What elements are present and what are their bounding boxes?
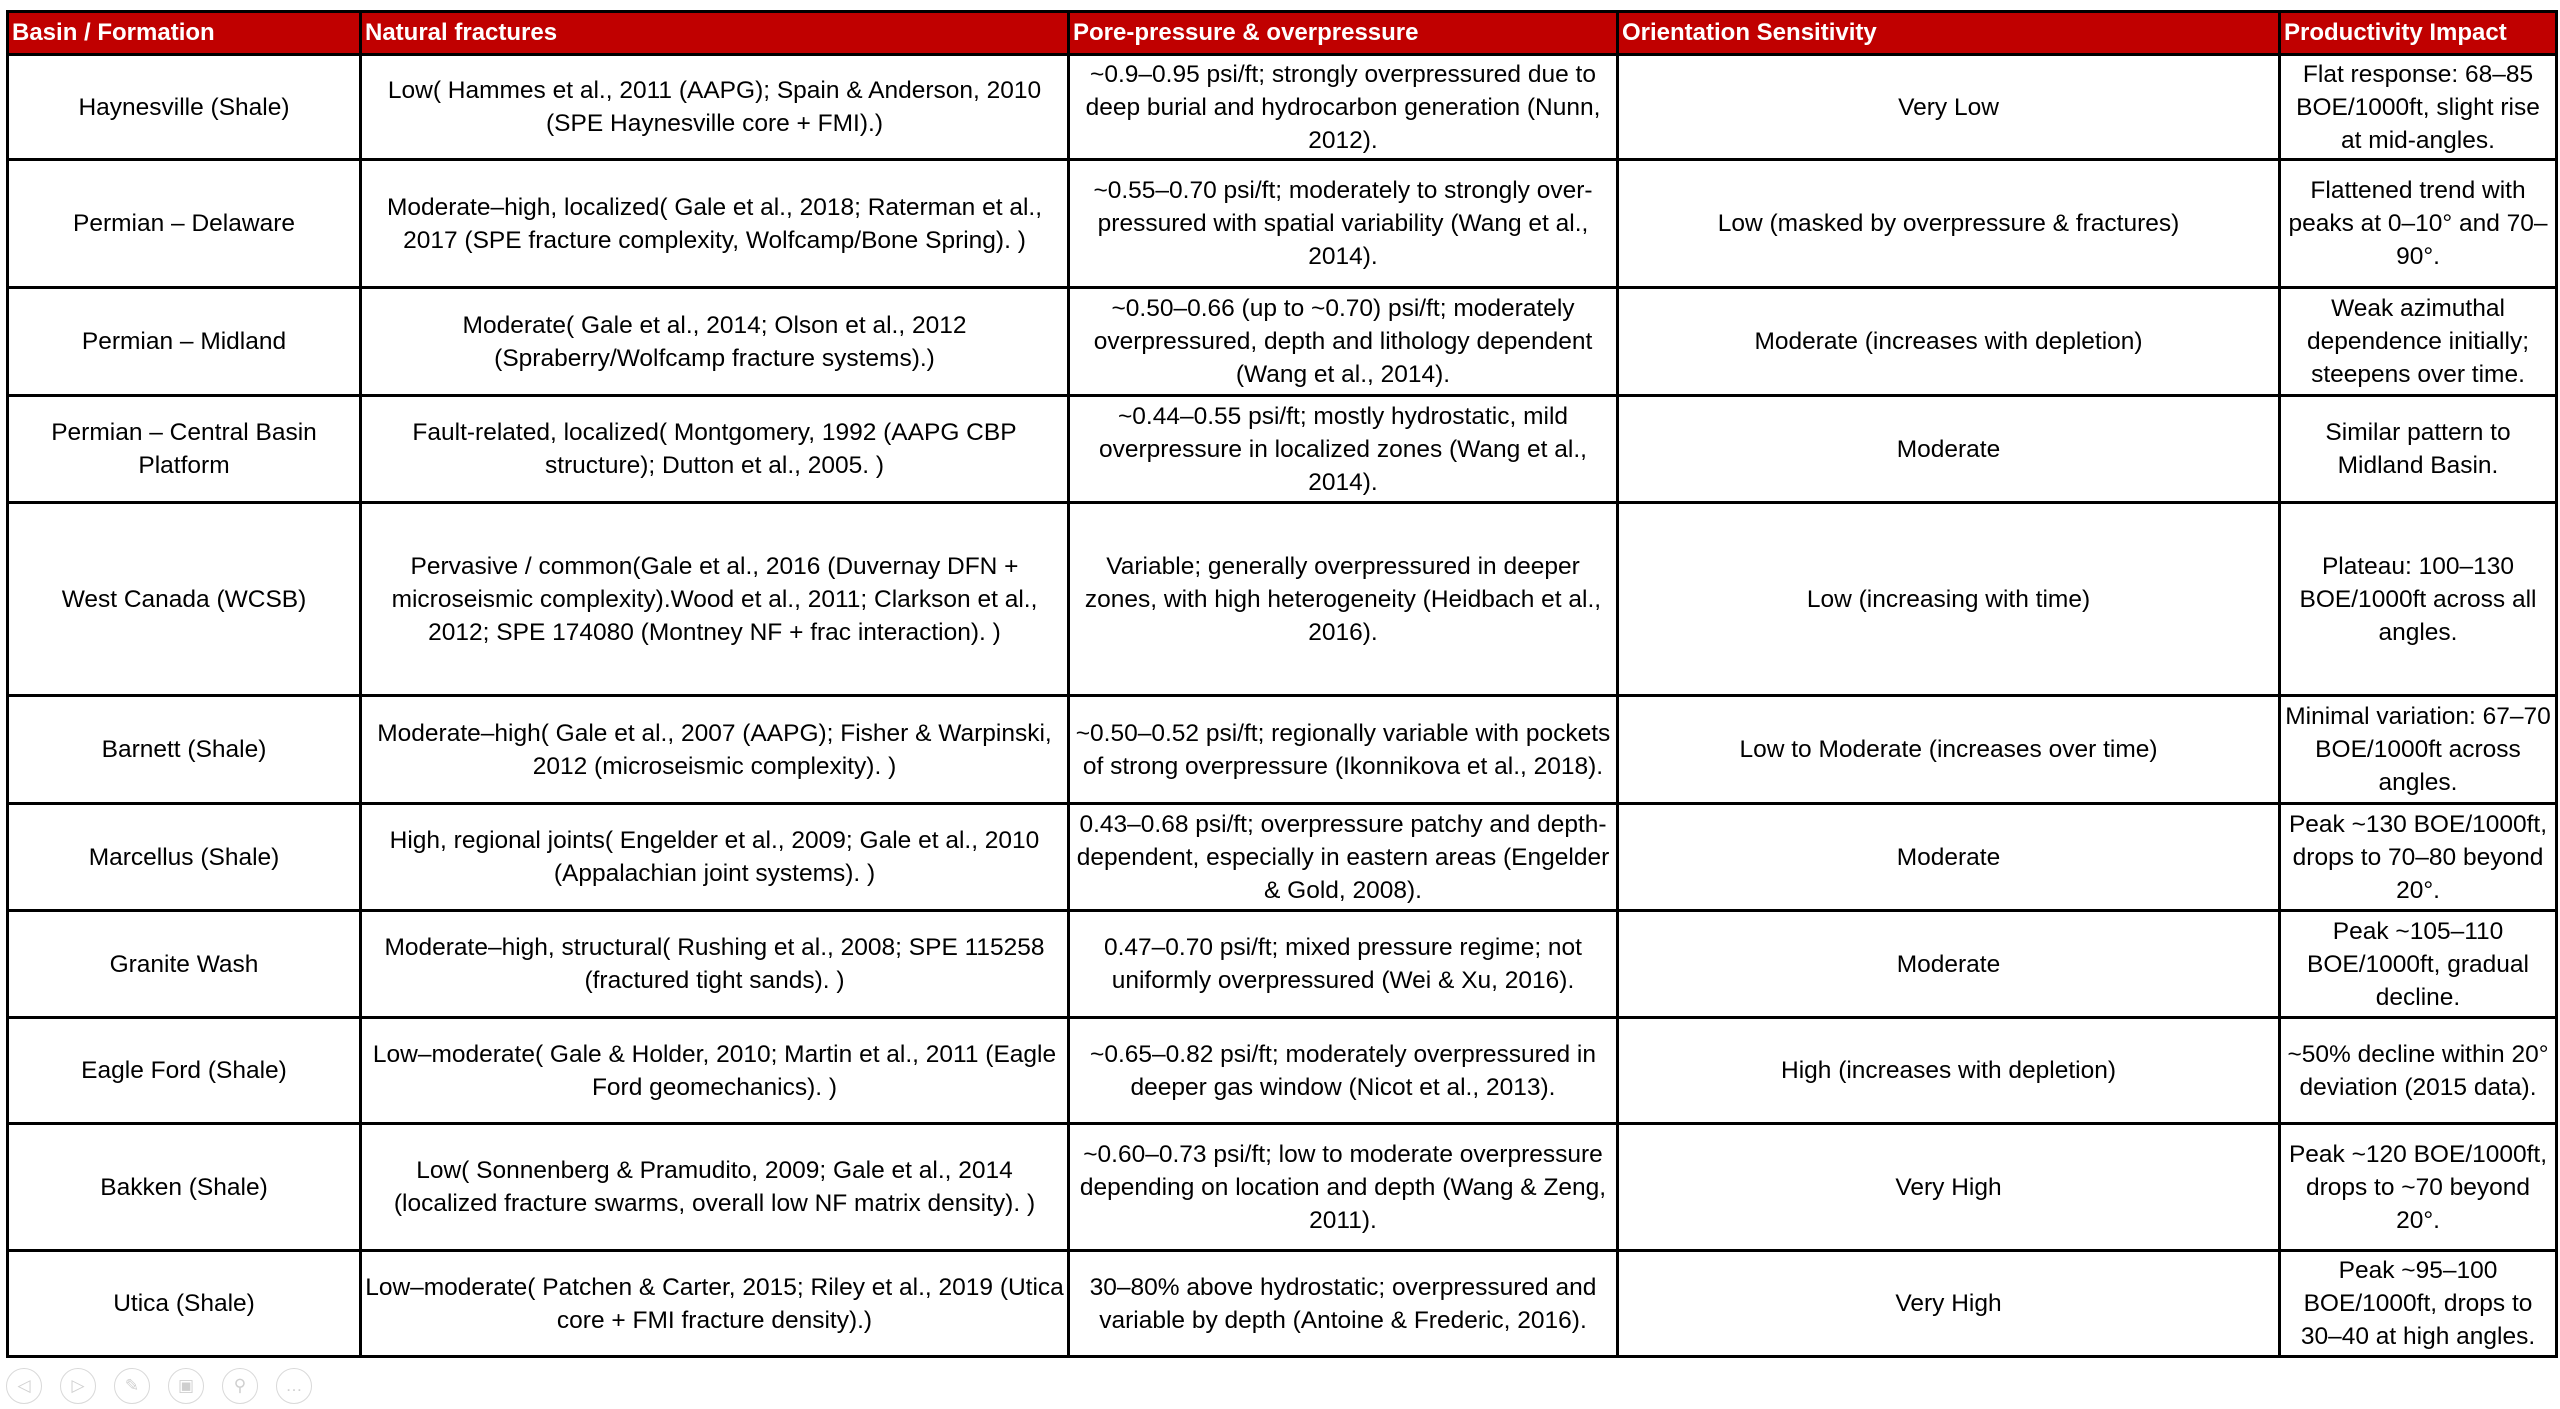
- cell-basin-formation: Utica (Shale): [8, 1251, 361, 1357]
- cell-productivity-impact: ~50% decline within 20° deviation (2015 data).: [2280, 1018, 2557, 1124]
- cell-natural-fractures: High, regional joints( Engelder et al., 2009; Gale et al., 2010 (Appalachian joint systems). ): [361, 804, 1069, 911]
- table-row: [8, 288, 2557, 396]
- cell-orientation-sensitivity: High (increases with depletion): [1618, 1018, 2280, 1124]
- table-row: [8, 1124, 2557, 1251]
- cell-orientation-sensitivity: Moderate (increases with depletion): [1618, 288, 2280, 396]
- cell-productivity-impact: Minimal variation: 67–70 BOE/1000ft across angles.: [2280, 696, 2557, 804]
- cell-productivity-impact: Similar pattern to Midland Basin.: [2280, 396, 2557, 503]
- previous-slide-icon: ◁: [17, 1376, 31, 1395]
- header-row: [8, 12, 2557, 55]
- cell-natural-fractures: Low–moderate( Gale & Holder, 2010; Martin et al., 2011 (Eagle Ford geomechanics). ): [361, 1018, 1069, 1124]
- cell-natural-fractures: Moderate( Gale et al., 2014; Olson et al., 2012 (Spraberry/Wolfcamp fracture systems).): [361, 288, 1069, 396]
- cell-orientation-sensitivity: Moderate: [1618, 396, 2280, 503]
- cell-basin-formation: Haynesville (Shale): [8, 55, 361, 160]
- cell-natural-fractures: Moderate–high, localized( Gale et al., 2018; Raterman et al., 2017 (SPE fracture complexity, Wolfcamp/Bone Spring). ): [361, 160, 1069, 288]
- table-row: [8, 911, 2557, 1018]
- cell-pore-pressure: Variable; generally overpressured in deeper zones, with high heterogeneity (Heidbach et al., 2016).: [1069, 503, 1618, 696]
- zoom-button[interactable]: [222, 1368, 258, 1404]
- cell-orientation-sensitivity: Very Low: [1618, 55, 2280, 160]
- cell-basin-formation: Bakken (Shale): [8, 1124, 361, 1251]
- pen-button[interactable]: [114, 1368, 150, 1404]
- cell-basin-formation: Permian – Midland: [8, 288, 361, 396]
- cell-natural-fractures: Low–moderate( Patchen & Carter, 2015; Riley et al., 2019 (Utica core + FMI fracture density).): [361, 1251, 1069, 1357]
- cell-natural-fractures: Low( Hammes et al., 2011 (AAPG); Spain & Anderson, 2010 (SPE Haynesville core + FMI).): [361, 55, 1069, 160]
- header-basin-formation: Basin / Formation: [8, 12, 361, 55]
- cell-orientation-sensitivity: Moderate: [1618, 911, 2280, 1018]
- cell-productivity-impact: Peak ~120 BOE/1000ft, drops to ~70 beyond 20°.: [2280, 1124, 2557, 1251]
- cell-pore-pressure: ~0.50–0.52 psi/ft; regionally variable with pockets of strong overpressure (Ikonnikova et al., 2018).: [1069, 696, 1618, 804]
- cell-pore-pressure: ~0.60–0.73 psi/ft; low to moderate overpressure depending on location and depth (Wang & Zeng, 2011).: [1069, 1124, 1618, 1251]
- table-row: [8, 804, 2557, 911]
- cell-natural-fractures: Pervasive / common(Gale et al., 2016 (Duvernay DFN + microseismic complexity).Wood et al., 2011; Clarkson et al., 2012; SPE 174080 (Montney NF + frac interaction). ): [361, 503, 1069, 696]
- header-orientation-sensitivity: Orientation Sensitivity: [1618, 12, 2280, 55]
- cell-pore-pressure: ~0.55–0.70 psi/ft; moderately to strongly over-pressured with spatial variability (Wang et al., 2014).: [1069, 160, 1618, 288]
- cell-basin-formation: Permian – Central Basin Platform: [8, 396, 361, 503]
- table-row: [8, 55, 2557, 160]
- cell-pore-pressure: ~0.50–0.66 (up to ~0.70) psi/ft; moderately overpressured, depth and lithology dependent (Wang et al., 2014).: [1069, 288, 1618, 396]
- table-row: [8, 396, 2557, 503]
- cell-basin-formation: Permian – Delaware: [8, 160, 361, 288]
- cell-productivity-impact: Peak ~130 BOE/1000ft, drops to 70–80 beyond 20°.: [2280, 804, 2557, 911]
- previous-slide-button[interactable]: [6, 1368, 42, 1404]
- next-slide-button[interactable]: [60, 1368, 96, 1404]
- zoom-icon: ⚲: [233, 1376, 247, 1395]
- cell-basin-formation: Marcellus (Shale): [8, 804, 361, 911]
- more-options-icon: …: [285, 1376, 303, 1395]
- header-pore-pressure: Pore-pressure & overpressure: [1069, 12, 1618, 55]
- pen-icon: ✎: [124, 1376, 140, 1395]
- cell-productivity-impact: Flattened trend with peaks at 0–10° and 70–90°.: [2280, 160, 2557, 288]
- see-all-slides-button[interactable]: [168, 1368, 204, 1404]
- cell-orientation-sensitivity: Low (masked by overpressure & fractures): [1618, 160, 2280, 288]
- cell-basin-formation: Eagle Ford (Shale): [8, 1018, 361, 1124]
- cell-pore-pressure: ~0.65–0.82 psi/ft; moderately overpressured in deeper gas window (Nicot et al., 2013).: [1069, 1018, 1618, 1124]
- comparison-table: [6, 10, 2558, 1358]
- table-row: [8, 1251, 2557, 1357]
- more-options-button[interactable]: [276, 1368, 312, 1404]
- cell-pore-pressure: 30–80% above hydrostatic; overpressured and variable by depth (Antoine & Frederic, 2016).: [1069, 1251, 1618, 1357]
- cell-natural-fractures: Moderate–high( Gale et al., 2007 (AAPG); Fisher & Warpinski, 2012 (microseismic complexity). ): [361, 696, 1069, 804]
- cell-pore-pressure: 0.43–0.68 psi/ft; overpressure patchy and depth-dependent, especially in eastern areas (Engelder & Gold, 2008).: [1069, 804, 1618, 911]
- table-row: [8, 160, 2557, 288]
- table-row: [8, 696, 2557, 804]
- header-natural-fractures: Natural fractures: [361, 12, 1069, 55]
- cell-natural-fractures: Low( Sonnenberg & Pramudito, 2009; Gale et al., 2014 (localized fracture swarms, overall low NF matrix density). ): [361, 1124, 1069, 1251]
- cell-basin-formation: West Canada (WCSB): [8, 503, 361, 696]
- slideshow-controls: [6, 1368, 312, 1404]
- cell-natural-fractures: Moderate–high, structural( Rushing et al., 2008; SPE 115258 (fractured tight sands). ): [361, 911, 1069, 1018]
- cell-orientation-sensitivity: Low to Moderate (increases over time): [1618, 696, 2280, 804]
- cell-productivity-impact: Weak azimuthal dependence initially; steepens over time.: [2280, 288, 2557, 396]
- cell-orientation-sensitivity: Very High: [1618, 1124, 2280, 1251]
- cell-pore-pressure: ~0.9–0.95 psi/ft; strongly overpressured due to deep burial and hydrocarbon generation (Nunn, 2012).: [1069, 55, 1618, 160]
- cell-orientation-sensitivity: Moderate: [1618, 804, 2280, 911]
- header-productivity-impact: Productivity Impact: [2280, 12, 2557, 55]
- cell-productivity-impact: Plateau: 100–130 BOE/1000ft across all angles.: [2280, 503, 2557, 696]
- cell-productivity-impact: Peak ~105–110 BOE/1000ft, gradual decline.: [2280, 911, 2557, 1018]
- cell-basin-formation: Granite Wash: [8, 911, 361, 1018]
- cell-natural-fractures: Fault-related, localized( Montgomery, 1992 (AAPG CBP structure); Dutton et al., 2005. ): [361, 396, 1069, 503]
- cell-orientation-sensitivity: Very High: [1618, 1251, 2280, 1357]
- table-row: [8, 503, 2557, 696]
- next-slide-icon: ▷: [71, 1376, 85, 1395]
- cell-orientation-sensitivity: Low (increasing with time): [1618, 503, 2280, 696]
- cell-productivity-impact: Peak ~95–100 BOE/1000ft, drops to 30–40 at high angles.: [2280, 1251, 2557, 1357]
- cell-pore-pressure: ~0.44–0.55 psi/ft; mostly hydrostatic, mild overpressure in localized zones (Wang et al., 2014).: [1069, 396, 1618, 503]
- see-all-slides-icon: ▣: [177, 1376, 195, 1395]
- cell-basin-formation: Barnett (Shale): [8, 696, 361, 804]
- cell-pore-pressure: 0.47–0.70 psi/ft; mixed pressure regime; not uniformly overpressured (Wei & Xu, 2016).: [1069, 911, 1618, 1018]
- cell-productivity-impact: Flat response: 68–85 BOE/1000ft, slight rise at mid-angles.: [2280, 55, 2557, 160]
- table-row: [8, 1018, 2557, 1124]
